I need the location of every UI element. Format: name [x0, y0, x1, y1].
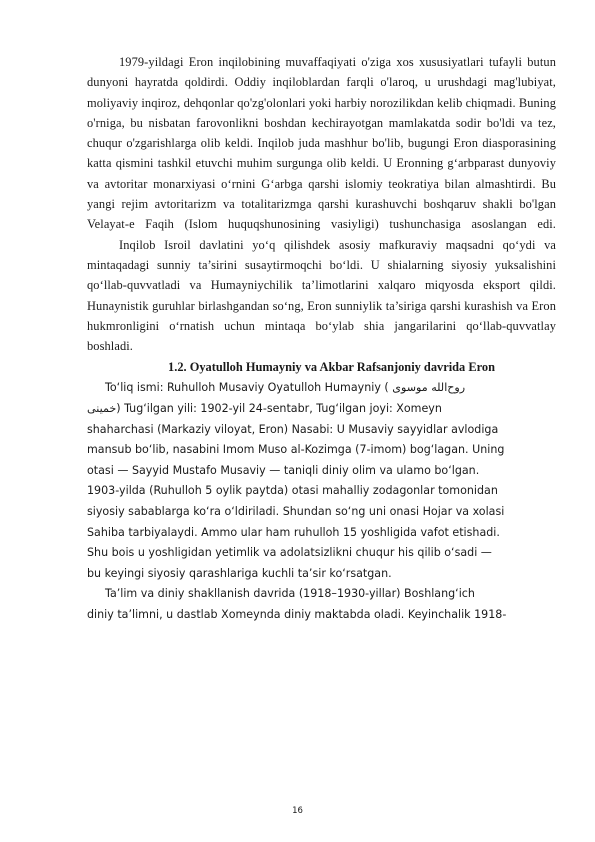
paragraph-revolution: 1979-yildagi Eron inqilobining muvaffaqiyati o'ziga xos xususiyatlari tufayli butun dunyoni hayratda qoldirdi. Oddiy inqiloblardan farqli o'laroq, u urushdagi mag'lubiyat, moliyaviy inqiroz, dehqonlar qo'zg'olonlari yoki harbiy norozilikdan kelib chiqmadi. Buning o'rniga, bu nisbatan farovonlikni boshdan kechirayotgan mamlakatda sodir bo'ldi va tez, chuqur o'zgarishlarga olib keldi. Inqilob juda mashhur bo'lib, bugungi Eron diasporasining katta qismini tashkil etuvchi muhim surgunga olib keldi. U Eronning g‘arbparast dunyoviy va avtoritar monarxiyasi o‘rnini G‘arbga qarshi islomiy teokratiya bilan almashtirdi. Bu yangi rejim avtoritarizm va totalitarizmga qarshi kurashuvchi boshqaruv shakli bo'lgan Velayat-e Faqih (Islom huquqshunosining vasiyligi) tushunchasiga asoslangan edi. [87, 55, 556, 232]
text-line: Ta’lim va diniy shakllanish davrida (1918–1930-yillar) Boshlang‘ich [105, 587, 475, 601]
document-body [87, 52, 556, 626]
text-line: Sahiba tarbiyalaydi. Ammo ular ham ruhulloh 15 yoshligida vafot etishadi. [87, 525, 500, 539]
text-line: Shu bois u yoshligidan yetimlik va adolatsizlikni chuqur his qilib o‘sadi — [87, 546, 492, 560]
text-line: bu keyingi siyosiy qarashlariga kuchli ta’sir ko‘rsatgan. [87, 566, 392, 580]
text-line: otasi — Sayyid Mustafo Musaviy — taniqli diniy olim va ulamo bo‘lgan. [87, 463, 480, 477]
paragraph-ideology: Inqilob Isroil davlatini yo‘q qilishdek asosiy mafkuraviy maqsadni qo‘ydi va mintaqadagi sunniy ta’sirini susaytirmoqchi bo‘ldi. U shialarning siyosiy yuksalishini qo‘llab-quvvatladi va Humayniychilik ta’limotlarini xalqaro miqyosda eksport qildi. Hunaynistik guruhlar birlashgandan so‘ng, Eron sunniylik ta’siriga qarshi kurashish va Eron hukmronligini o‘rnatish uchun mintaqa bo‘ylab shia jangarilarini qo‘llab-quvvatlay boshladi. [87, 237, 556, 354]
text-line: shaharchasi (Markaziy viloyat, Eron) Nasabi: U Musaviy sayyidlar avlodiga [87, 422, 499, 436]
text-line: خمینی) Tug‘ilgan yili: 1902-yil 24-sentabr, Tug‘ilgan joyi: Xomeyn [87, 402, 442, 416]
page-number: 16 [292, 806, 303, 816]
text-line: mansub bo‘lib, nasabini Imom Muso al-Kozimga (7-imom) bog‘lagan. Uning [87, 443, 505, 457]
text-line: 1903-yilda (Ruhulloh 5 oylik paytda) otasi mahalliy zodagonlar tomonidan [87, 484, 498, 498]
text-line: To‘liq ismi: Ruhulloh Musaviy Oyatulloh Humayniy ( روح‌الله موسوی [105, 381, 466, 395]
section-heading: 1.2. Oyatulloh Humayniy va Akbar Rafsanjoniy davrida Eron [168, 360, 495, 375]
text-line: diniy ta’limni, u dastlab Xomeynda diniy maktabda oladi. Keyinchalik 1918- [87, 607, 507, 621]
text-line: siyosiy sabablarga ko‘ra o‘ldiriladi. Shundan so‘ng uni onasi Hojar va xolasi [87, 505, 505, 519]
